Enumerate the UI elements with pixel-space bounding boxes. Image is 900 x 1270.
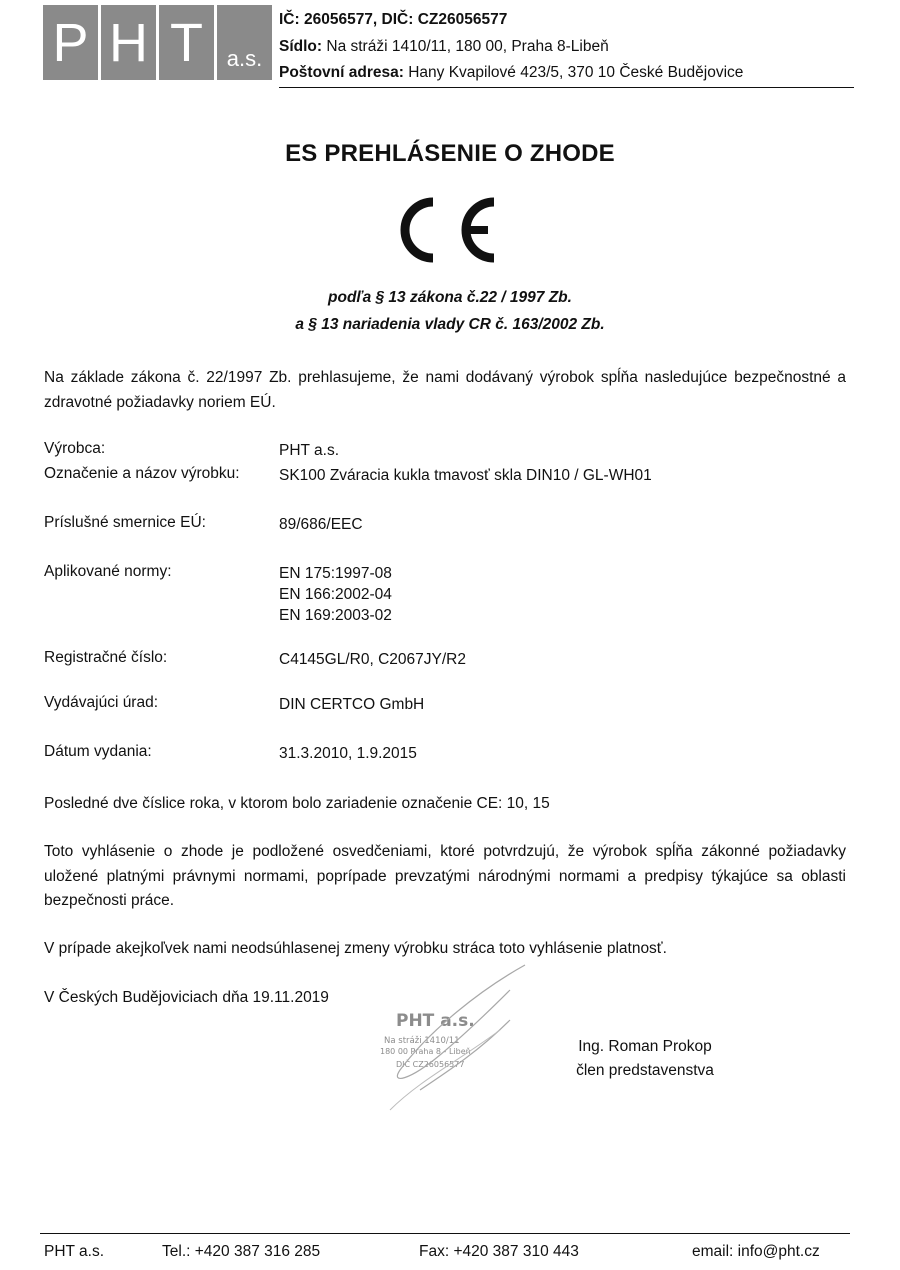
postal-value: Hany Kvapilové 423/5, 370 10 České Budějovice (408, 64, 744, 81)
signatory-name: Ing. Roman Prokop (578, 1038, 712, 1055)
validity-paragraph: V prípade akejkoľvek nami neodsúhlasenej zmeny výrobku stráca toto vyhlásenie platnosť. (44, 940, 667, 957)
svg-text:PHT a.s.: PHT a.s. (396, 1011, 475, 1031)
norm-item: EN 175:1997-08 (279, 565, 392, 582)
signatory-role: člen predstavenstva (576, 1062, 714, 1079)
document-title: ES PREHLÁSENIE O ZHODE (285, 140, 615, 167)
intro-paragraph: Na základe zákona č. 22/1997 Zb. prehlasujeme, že nami dodávaný výrobok spĺňa nasledujúce bezpečnostné a zdravotné požiadavky noriem EÚ. (44, 369, 846, 411)
directive-label: Príslušné smernice EÚ: (44, 514, 206, 531)
product-label: Označenie a názov výrobku: (44, 465, 240, 482)
company-logo (43, 5, 272, 80)
issuer-value: DIN CERTCO GmbH (279, 696, 425, 713)
logo-letter-p: P (43, 5, 98, 80)
norm-item: EN 166:2002-04 (279, 586, 392, 603)
product-value: SK100 Zváracia kukla tmavosť skla DIN10 / GL-WH01 (279, 467, 652, 484)
svg-text:DIČ CZ26056577: DIČ CZ26056577 (396, 1060, 465, 1069)
registration-label: Registračné číslo: (44, 649, 168, 666)
svg-text:180 00 Praha 8 - Libeň: 180 00 Praha 8 - Libeň (380, 1047, 471, 1056)
company-postal (279, 60, 743, 86)
footer-email[interactable]: email: info@pht.cz (692, 1243, 820, 1260)
manufacturer-label: Výrobca: (44, 440, 106, 457)
svg-text:Na stráži 1410/11: Na stráži 1410/11 (384, 1036, 460, 1046)
manufacturer-value: PHT a.s. (279, 442, 340, 459)
issuer-label: Vydávajúci úrad: (44, 694, 159, 711)
logo-letter-h: H (101, 5, 156, 80)
seat-label: Sídlo: (279, 38, 323, 55)
company-seat (279, 34, 609, 60)
logo-letter-t: T (159, 5, 214, 80)
issue-date-label: Dátum vydania: (44, 743, 152, 760)
footer-divider (40, 1233, 850, 1234)
norm-item: EN 169:2003-02 (279, 607, 392, 624)
registration-value: C4145GL/R0, C2067JY/R2 (279, 651, 466, 668)
place-date: V Českých Budějoviciach dňa 19.11.2019 (44, 989, 329, 1006)
seat-value: Na stráži 1410/11, 180 00, Praha 8-Libeň (326, 38, 609, 55)
basis-paragraph: Toto vyhlásenie o zhode je podložené osvedčeniami, ktoré potvrdzujú, že výrobok spĺňa zákonné požiadavky uložené platnými právnymi normami, poprípade prevzatými národnými normami a predpisy týkajúce sa oblasti bezpečnosti práce. (44, 843, 846, 909)
directive-value: 89/686/EEC (279, 516, 363, 533)
footer-company: PHT a.s. (44, 1243, 105, 1260)
ce-mark-icon (384, 190, 499, 270)
ce-years-paragraph: Posledné dve číslice roka, v ktorom bolo zariadenie označenie CE: 10, 15 (44, 795, 550, 812)
law-reference-1: podľa § 13 zákona č.22 / 1997 Zb. (328, 289, 572, 306)
postal-label: Poštovní adresa: (279, 64, 404, 81)
issue-date-value: 31.3.2010, 1.9.2015 (279, 745, 417, 762)
company-stamp-signature (360, 960, 540, 1120)
header-divider (279, 87, 854, 88)
footer-phone: Tel.: +420 387 316 285 (162, 1243, 321, 1260)
footer-fax: Fax: +420 387 310 443 (419, 1243, 579, 1260)
company-ids (279, 7, 507, 33)
norms-label: Aplikované normy: (44, 563, 172, 580)
logo-suffix: a.s. (217, 5, 272, 80)
company-ids-text: IČ: 26056577, DIČ: CZ26056577 (279, 11, 508, 28)
law-reference-2: a § 13 nariadenia vlady CR č. 163/2002 Zb. (295, 316, 605, 333)
